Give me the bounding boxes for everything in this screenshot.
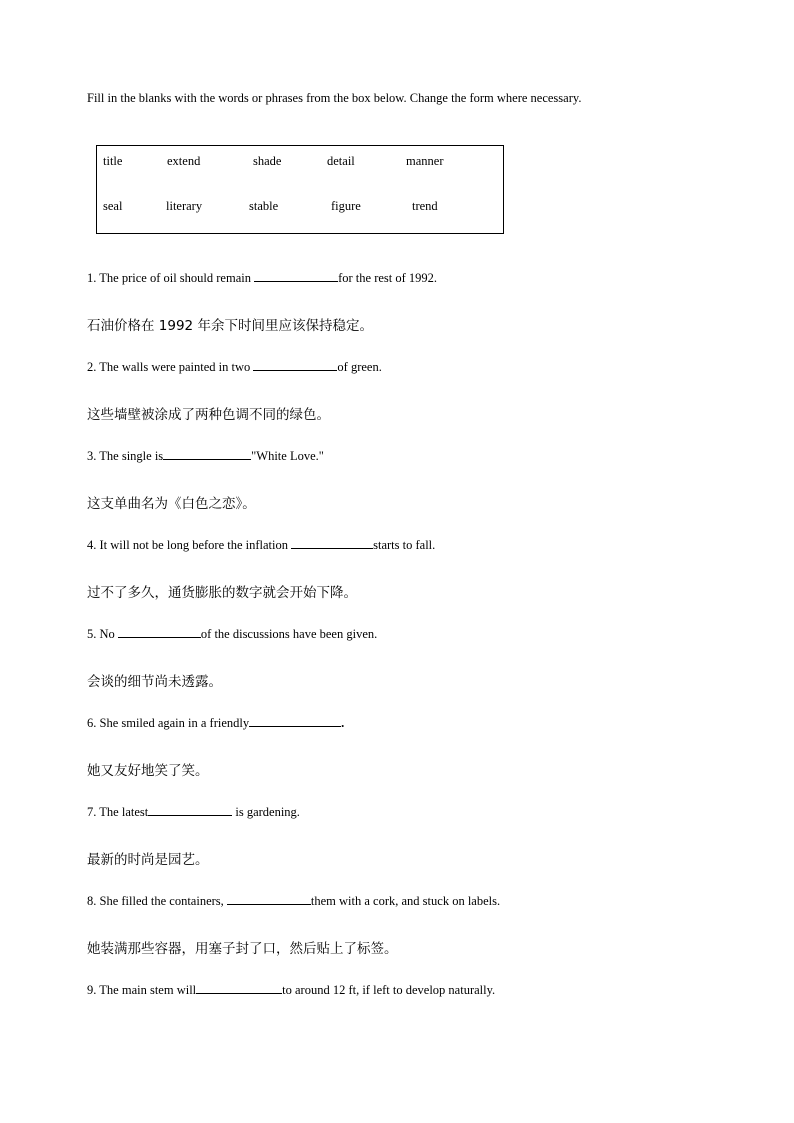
question-number: 6. [87,716,97,730]
question-text-before: The single is [99,449,164,463]
translation-2: 这些墙壁被涂成了两种色调不同的绿色。 [87,407,330,423]
word-bank-item: manner [406,154,444,168]
word-bank-item: trend [412,199,438,213]
answer-blank[interactable] [163,447,251,460]
question-text-before: The latest [99,805,149,819]
instruction-text: Fill in the blanks with the words or phrases from the box below. Change the form where necessary. [87,91,582,105]
question-text-before: No [99,627,118,641]
question-number: 9. [87,983,97,997]
translation-5: 会谈的细节尚未透露。 [87,674,222,690]
question-number: 2. [87,360,97,374]
word-bank-item: figure [331,199,361,213]
word-bank-item: literary [166,199,203,213]
translation-1: 石油价格在 1992 年余下时间里应该保持稳定。 [87,318,373,334]
question-number: 4. [87,538,97,552]
question-text-before: The main stem will [99,983,197,997]
question-4 [87,536,435,553]
translation-6: 她又友好地笑了笑。 [87,763,209,779]
answer-blank[interactable] [118,625,201,638]
question-text-after: to around 12 ft, if left to develop naturally. [282,983,496,997]
question-text-after: for the rest of 1992. [338,271,438,285]
question-number: 3. [87,449,97,463]
question-text-after: "White Love." [251,449,324,463]
word-bank-item: seal [103,199,123,213]
answer-blank[interactable] [254,269,338,282]
question-8 [87,892,500,909]
word-bank-item: stable [249,199,279,213]
question-text-before: It will not be long before the inflation [99,538,292,552]
question-text-after: starts to fall. [373,538,436,552]
question-7 [87,803,300,820]
question-text-after: of green. [337,360,382,374]
question-number: 1. [87,271,97,285]
question-1 [87,269,437,286]
question-9 [87,981,495,998]
word-bank-item: extend [167,154,201,168]
question-text-before: The price of oil should remain [99,271,255,285]
question-3 [87,447,324,464]
question-text-after: . [341,716,345,730]
question-text-after: of the discussions have been given. [200,627,378,641]
word-bank-item: shade [253,154,282,168]
question-number: 8. [87,894,97,908]
answer-blank[interactable] [253,358,337,371]
answer-blank[interactable] [196,981,282,994]
question-text-before: She smiled again in a friendly [99,716,250,730]
answer-blank[interactable] [227,892,311,905]
question-2 [87,358,382,375]
question-text-after: is gardening. [232,805,300,819]
question-6 [87,714,344,731]
translation-7: 最新的时尚是园艺。 [87,852,209,868]
question-text-before: The walls were painted in two [99,360,254,374]
translation-4: 过不了多久，通货膨胀的数字就会开始下降。 [87,585,357,601]
question-number: 7. [87,805,97,819]
word-bank-item: title [103,154,123,168]
translation-8: 她装满那些容器，用塞子封了口，然后贴上了标签。 [87,941,398,957]
translation-3: 这支单曲名为《白色之恋》。 [87,496,256,512]
question-text-before: She filled the containers, [99,894,227,908]
question-5 [87,625,377,642]
question-number: 5. [87,627,97,641]
answer-blank[interactable] [249,714,341,727]
word-bank-item: detail [327,154,355,168]
answer-blank[interactable] [148,803,232,816]
answer-blank[interactable] [291,536,373,549]
question-text-after: them with a cork, and stuck on labels. [310,894,501,908]
